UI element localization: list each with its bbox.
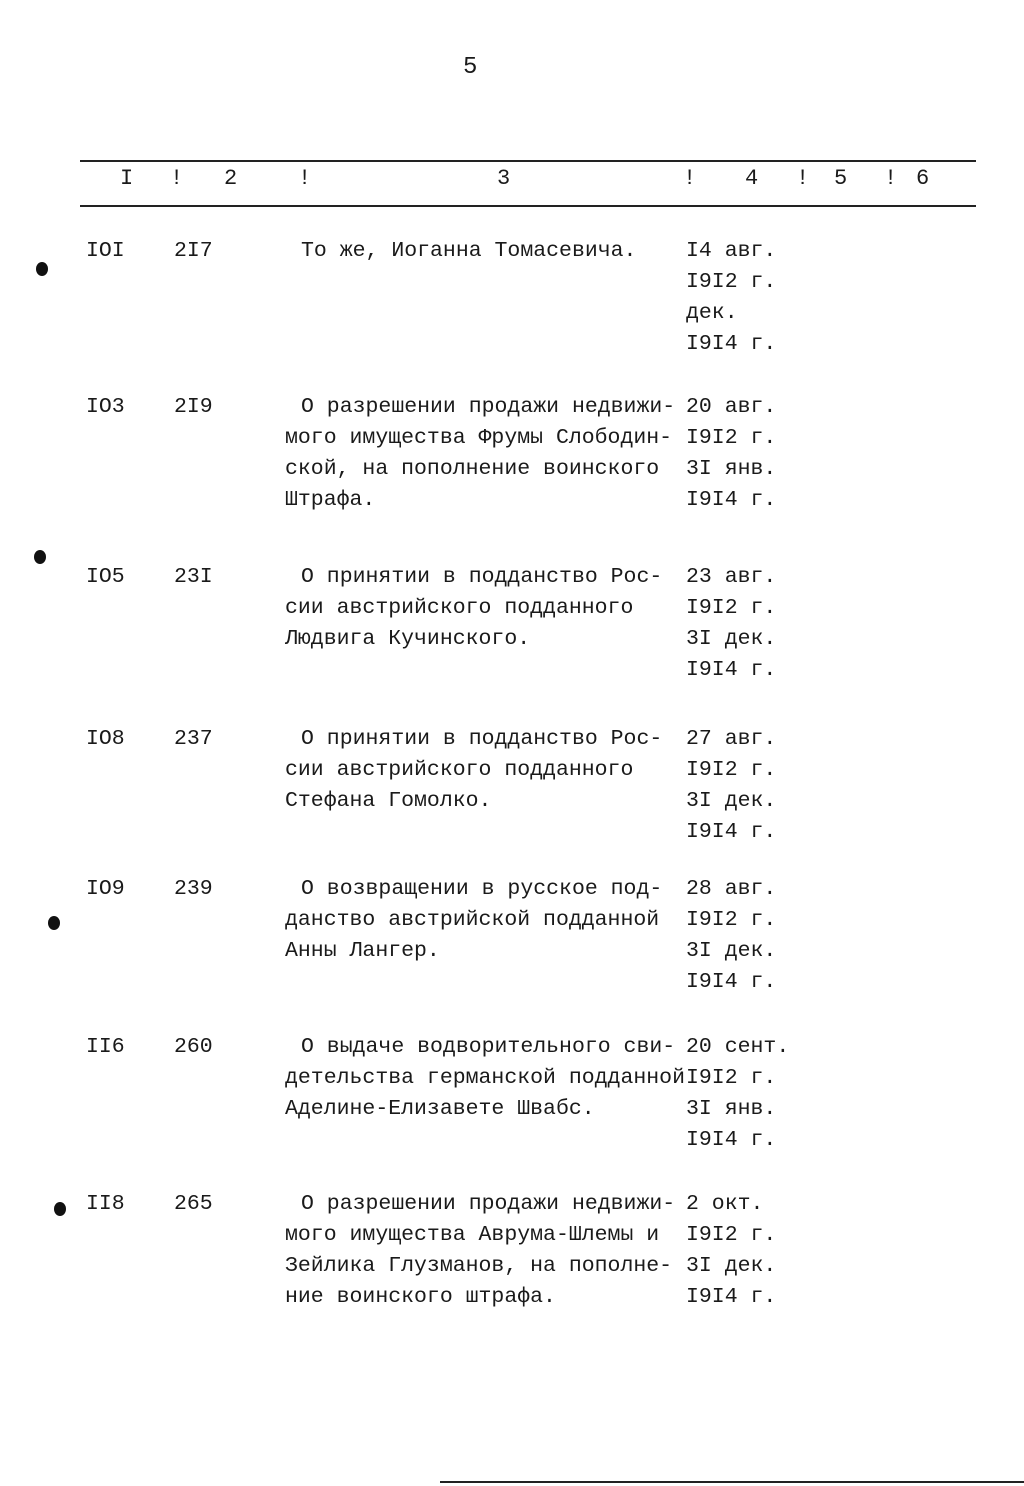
item-number: IO8 [86, 727, 125, 751]
case-title-line: сии австрийского подданного [285, 758, 634, 782]
date-line: I9I2 г. [686, 596, 777, 620]
case-title-line: Аделине-Елизавете Швабс. [285, 1097, 595, 1121]
file-number: 239 [174, 877, 213, 901]
case-title [285, 724, 662, 817]
date-line: I9I4 г. [686, 658, 777, 682]
case-title-line: мого имущества Фрумы Слободин- [285, 426, 673, 450]
header-col-2: 2 [224, 166, 238, 191]
date-line: I9I4 г. [686, 332, 777, 356]
file-number: 237 [174, 727, 213, 751]
date-line: I9I2 г. [686, 426, 777, 450]
date-line: дек. [686, 301, 738, 325]
item-number: II8 [86, 1192, 125, 1216]
case-dates [686, 724, 776, 848]
header-col-1: I [120, 166, 134, 191]
header-col-5: 5 [834, 166, 848, 191]
item-number: IO9 [86, 877, 125, 901]
case-dates [686, 874, 776, 998]
date-line: I9I4 г. [686, 1128, 777, 1152]
date-line: I9I2 г. [686, 270, 777, 294]
file-number: 2I9 [174, 395, 213, 419]
case-title-line: Людвига Кучинского. [285, 627, 531, 651]
case-title-line: О принятии в подданство Рос- [301, 565, 663, 589]
date-line: 3I дек. [686, 627, 777, 651]
case-title [285, 236, 636, 267]
case-title-line: сии австрийского подданного [285, 596, 634, 620]
case-dates [686, 236, 776, 360]
case-title [285, 1032, 685, 1125]
case-title-line: О выдаче водворительного сви- [301, 1035, 676, 1059]
date-line: 3I дек. [686, 789, 777, 813]
case-title-line: Зейлика Глузманов, на пополне- [285, 1254, 673, 1278]
case-title [285, 392, 675, 516]
case-dates [686, 1189, 776, 1313]
case-title-line: детельства германской подданной [285, 1066, 685, 1090]
case-title-line: Стефана Гомолко. [285, 789, 492, 813]
page-number: 5 [463, 54, 478, 81]
item-number: IO5 [86, 565, 125, 589]
case-title-line: О принятии в подданство Рос- [301, 727, 663, 751]
case-title-line: ской, на пополнение воинского [285, 457, 660, 481]
item-number: IOI [86, 239, 125, 263]
header-sep: ! [298, 166, 312, 191]
punch-hole-mark [34, 550, 46, 564]
punch-hole-mark [54, 1202, 66, 1216]
case-dates [686, 562, 776, 686]
date-line: 27 авг. [686, 727, 777, 751]
date-line: 3I дек. [686, 939, 777, 963]
header-bottom-rule [80, 205, 976, 207]
case-title-line: ние воинского штрафа. [285, 1285, 556, 1309]
case-title-line: Штрафа. [285, 488, 376, 512]
date-line: 23 авг. [686, 565, 777, 589]
case-title [285, 874, 662, 967]
case-title-line: О разрешении продажи недвижи- [301, 395, 676, 419]
date-line: I9I2 г. [686, 758, 777, 782]
date-line: I9I4 г. [686, 1285, 777, 1309]
case-title-line: То же, Иоганна Томасевича. [301, 239, 637, 263]
case-title-line: мого имущества Аврума-Шлемы и [285, 1223, 660, 1247]
header-col-6: 6 [916, 166, 930, 191]
item-number: IO3 [86, 395, 125, 419]
file-number: 260 [174, 1035, 213, 1059]
date-line: I4 авг. [686, 239, 777, 263]
item-number: II6 [86, 1035, 125, 1059]
date-line: 2 окт. [686, 1192, 764, 1216]
case-title-line: данство австрийской подданной [285, 908, 660, 932]
date-line: 3I янв. [686, 457, 777, 481]
punch-hole-mark [48, 916, 60, 930]
case-title-line: О возвращении в русское под- [301, 877, 663, 901]
case-title-line: Анны Лангер. [285, 939, 440, 963]
header-sep: ! [683, 166, 697, 191]
date-line: 3I дек. [686, 1254, 777, 1278]
case-dates [686, 1032, 789, 1156]
date-line: 3I янв. [686, 1097, 777, 1121]
header-sep: ! [796, 166, 810, 191]
date-line: 20 сент. [686, 1035, 790, 1059]
file-number: 23I [174, 565, 213, 589]
case-title [285, 1189, 675, 1313]
header-top-rule [80, 160, 976, 162]
header-sep: ! [884, 166, 898, 191]
bottom-rule [440, 1481, 1024, 1483]
header-sep: ! [170, 166, 184, 191]
date-line: 20 авг. [686, 395, 777, 419]
date-line: I9I2 г. [686, 1066, 777, 1090]
date-line: I9I4 г. [686, 970, 777, 994]
date-line: I9I2 г. [686, 908, 777, 932]
case-dates [686, 392, 776, 516]
case-title [285, 562, 662, 655]
date-line: I9I4 г. [686, 820, 777, 844]
file-number: 2I7 [174, 239, 213, 263]
date-line: I9I4 г. [686, 488, 777, 512]
file-number: 265 [174, 1192, 213, 1216]
punch-hole-mark [36, 262, 48, 276]
date-line: I9I2 г. [686, 1223, 777, 1247]
header-col-3: 3 [497, 166, 511, 191]
date-line: 28 авг. [686, 877, 777, 901]
case-title-line: О разрешении продажи недвижи- [301, 1192, 676, 1216]
header-col-4: 4 [745, 166, 759, 191]
